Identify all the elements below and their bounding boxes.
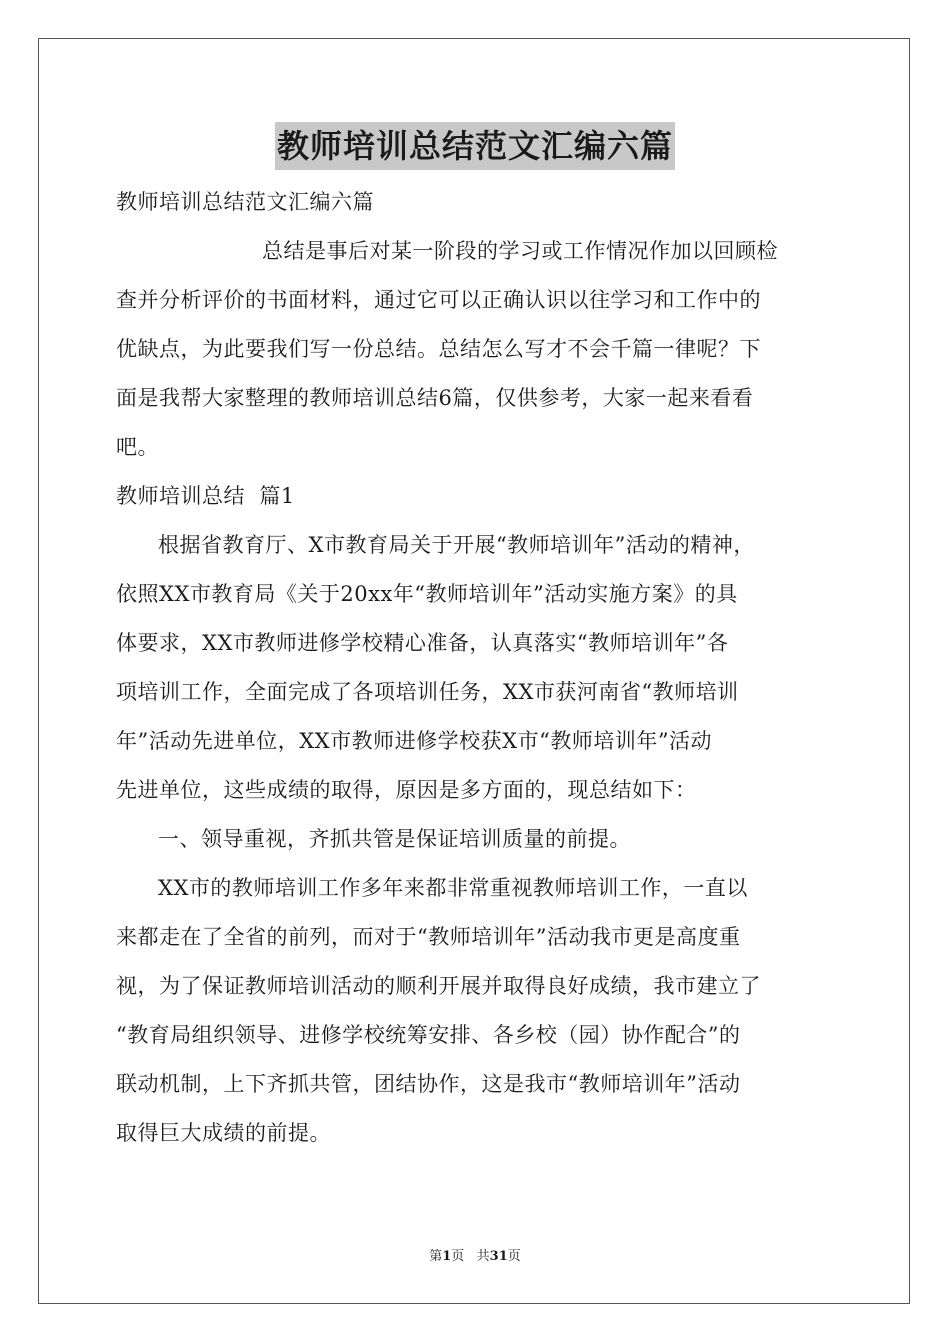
paragraph-line: 吧。 bbox=[116, 435, 159, 459]
paragraph-line: 联动机制，上下齐抓共管，团结协作，这是我市“教师培训年”活动 bbox=[116, 1072, 741, 1096]
paragraph-line: 查并分析评价的书面材料，通过它可以正确认识以往学习和工作中的 bbox=[116, 288, 761, 312]
paragraph-line: 根据省教育厅、X市教育局关于开展“教师培训年”活动的精神， bbox=[158, 533, 755, 557]
current-page-number: 1 bbox=[442, 1249, 452, 1264]
footer-mid: 页 共 bbox=[451, 1249, 490, 1264]
paragraph-line: 年”活动先进单位，XX市教师进修学校获X市“教师培训年”活动 bbox=[116, 729, 713, 753]
paragraph-line: 体要求，XX市教师进修学校精心准备，认真落实“教师培训年”各 bbox=[116, 631, 729, 655]
paragraph-line: 总结是事后对某一阶段的学习或工作情况作加以回顾检 bbox=[262, 239, 778, 263]
subtitle-line: 教师培训总结范文汇编六篇 bbox=[116, 190, 374, 214]
paragraph-line: 先进单位，这些成绩的取得，原因是多方面的，现总结如下： bbox=[116, 778, 697, 802]
footer-suffix: 页 bbox=[507, 1249, 521, 1264]
paragraph-line: 优缺点，为此要我们写一份总结。总结怎么写才不会千篇一律呢？下 bbox=[116, 337, 761, 361]
paragraph-line: 来都走在了全省的前列，而对于“教师培训年”活动我市更是高度重 bbox=[116, 925, 741, 949]
paragraph-line: 面是我帮大家整理的教师培训总结6篇，仅供参考，大家一起来看看 bbox=[116, 386, 754, 410]
paragraph-line: “教育局组织领导、进修学校统筹安排、各乡校（园）协作配合”的 bbox=[116, 1023, 741, 1047]
paragraph-line: 项培训工作，全面完成了各项培训任务，XX市获河南省“教师培训 bbox=[116, 680, 739, 704]
paragraph-line: 依照XX市教育局《关于20xx年“教师培训年”活动实施方案》的具 bbox=[116, 582, 738, 606]
subheading-line: 一、领导重视，齐抓共管是保证培训质量的前提。 bbox=[158, 827, 631, 851]
paragraph-line: 视，为了保证教师培训活动的顺利开展并取得良好成绩，我市建立了 bbox=[116, 974, 761, 998]
paragraph-line: 取得巨大成绩的前提。 bbox=[116, 1121, 331, 1145]
total-pages-number: 31 bbox=[489, 1249, 508, 1264]
footer-prefix: 第 bbox=[429, 1249, 443, 1264]
document-body bbox=[116, 178, 836, 1158]
paragraph-line: XX市的教师培训工作多年来都非常重视教师培训工作，一直以 bbox=[158, 876, 748, 900]
document-title: 教师培训总结范文汇编六篇 bbox=[275, 122, 675, 170]
section-heading: 教师培训总结 篇1 bbox=[116, 484, 295, 508]
title-wrap bbox=[0, 122, 950, 170]
page-footer bbox=[0, 1245, 950, 1264]
